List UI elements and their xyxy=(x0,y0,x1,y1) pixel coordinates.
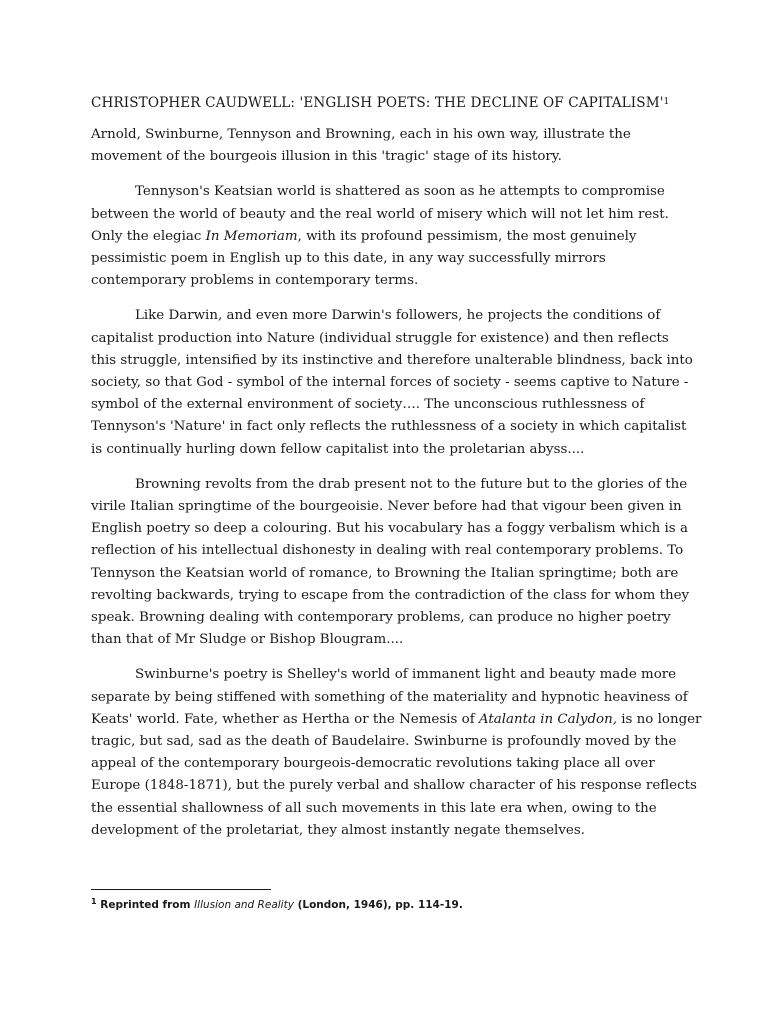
paragraph-line: this struggle, intensified by its instinctive and therefore unalterable blindness, back into xyxy=(91,352,693,368)
footnote-divider xyxy=(91,889,271,890)
document-page xyxy=(91,92,702,855)
paragraph-line: English poetry so deep a colouring. But his vocabulary has a foggy verbalism which is a xyxy=(91,521,688,537)
paragraph-line: Tennyson the Keatsian world of romance, to Browning the Italian springtime; both are xyxy=(91,565,679,581)
paragraph-line: Tennyson's 'Nature' in fact only reflects the ruthlessness of a society in which capitalist xyxy=(91,419,687,435)
work-title-atalanta: Atalanta in Calydon, xyxy=(478,711,617,727)
footnote-marker: 1 xyxy=(91,897,97,906)
line-text: Keats' world. Fate, whether as Hertha or the Nemesis of xyxy=(91,711,479,727)
paragraph-line: the essential shallowness of all such movements in this late era when, owing to the xyxy=(91,800,657,816)
paragraph-line: separate by being stiffened with something of the materiality and hypnotic heaviness of xyxy=(91,689,688,705)
paragraph-line: speak. Browning dealing with contemporary problems, can produce no higher poetry xyxy=(91,610,671,626)
paragraph-line xyxy=(91,226,691,248)
footnote-text: Reprinted from xyxy=(96,899,195,911)
line-text: Only the elegiac xyxy=(91,228,206,244)
paragraph-line: than that of Mr Sludge or Bishop Blougram.... xyxy=(91,632,404,648)
paragraph-intro xyxy=(91,124,691,168)
paragraph-line: Tennyson's Keatsian world is shattered as soon as he attempts to compromise xyxy=(135,184,665,200)
paragraph-darwin xyxy=(91,305,691,460)
title-footnote-marker[interactable]: 1 xyxy=(663,97,670,107)
paragraph-line xyxy=(91,709,702,731)
paragraph-line: contemporary problems in contemporary terms. xyxy=(91,273,419,289)
paragraph-tennyson xyxy=(91,181,691,292)
paragraph-browning xyxy=(91,474,691,652)
line-text: , with its profound pessimism, the most genuinely xyxy=(297,228,637,244)
paragraph-line: reflection of his intellectual dishonesty in dealing with real contemporary problems. To xyxy=(91,543,684,559)
paragraph-line: movement of the bourgeois illusion in this 'tragic' stage of its history. xyxy=(91,149,562,165)
paragraph-line: Browning revolts from the drab present not to the future but to the glories of the xyxy=(135,476,688,492)
paragraph-swinburne xyxy=(91,664,702,842)
paragraph-line: Swinburne's poetry is Shelley's world of immanent light and beauty made more xyxy=(135,667,677,683)
paragraph-line: development of the proletariat, they almost instantly negate themselves. xyxy=(91,822,585,838)
paragraph-line: between the world of beauty and the real world of misery which will not let him rest. xyxy=(91,206,669,222)
work-title-in-memoriam: In Memoriam xyxy=(205,228,298,244)
paragraph-line: Europe (1848-1871), but the purely verbal and shallow character of his response reflects xyxy=(91,778,697,794)
paragraph-line: appeal of the contemporary bourgeois-democratic revolutions taking place all over xyxy=(91,756,655,772)
paragraph-line: capitalist production into Nature (individual struggle for existence) and then reflects xyxy=(91,330,669,346)
paragraph-line: Like Darwin, and even more Darwin's followers, he projects the conditions of xyxy=(135,308,661,324)
footnote-work-title: Illusion and Reality xyxy=(194,899,294,911)
paragraph-line: tragic, but sad, sad as the death of Baudelaire. Swinburne is profoundly moved by the xyxy=(91,734,677,750)
title-text: CHRISTOPHER CAUDWELL: 'ENGLISH POETS: THE DECLINE OF CAPITALISM' xyxy=(91,95,664,111)
document-title xyxy=(91,92,691,114)
paragraph-line: Arnold, Swinburne, Tennyson and Browning, each in his own way, illustrate the xyxy=(91,127,631,142)
line-text: is no longer xyxy=(616,711,702,727)
footnote xyxy=(91,899,463,911)
paragraph-line: virile Italian springtime of the bourgeoisie. Never before had that vigour been given in xyxy=(91,499,682,515)
paragraph-line: symbol of the external environment of society…. The unconscious ruthlessness of xyxy=(91,397,645,413)
paragraph-line: is continually hurling down fellow capitalist into the proletarian abyss.... xyxy=(91,441,585,457)
paragraph-line: revolting backwards, trying to escape from the contradiction of the class for whom they xyxy=(91,587,690,603)
paragraph-line: society, so that God - symbol of the internal forces of society - seems captive to Nature - xyxy=(91,375,689,391)
footnote-text: (London, 1946), pp. 114-19. xyxy=(293,899,463,911)
paragraph-line: pessimistic poem in English up to this date, in any way successfully mirrors xyxy=(91,251,606,267)
